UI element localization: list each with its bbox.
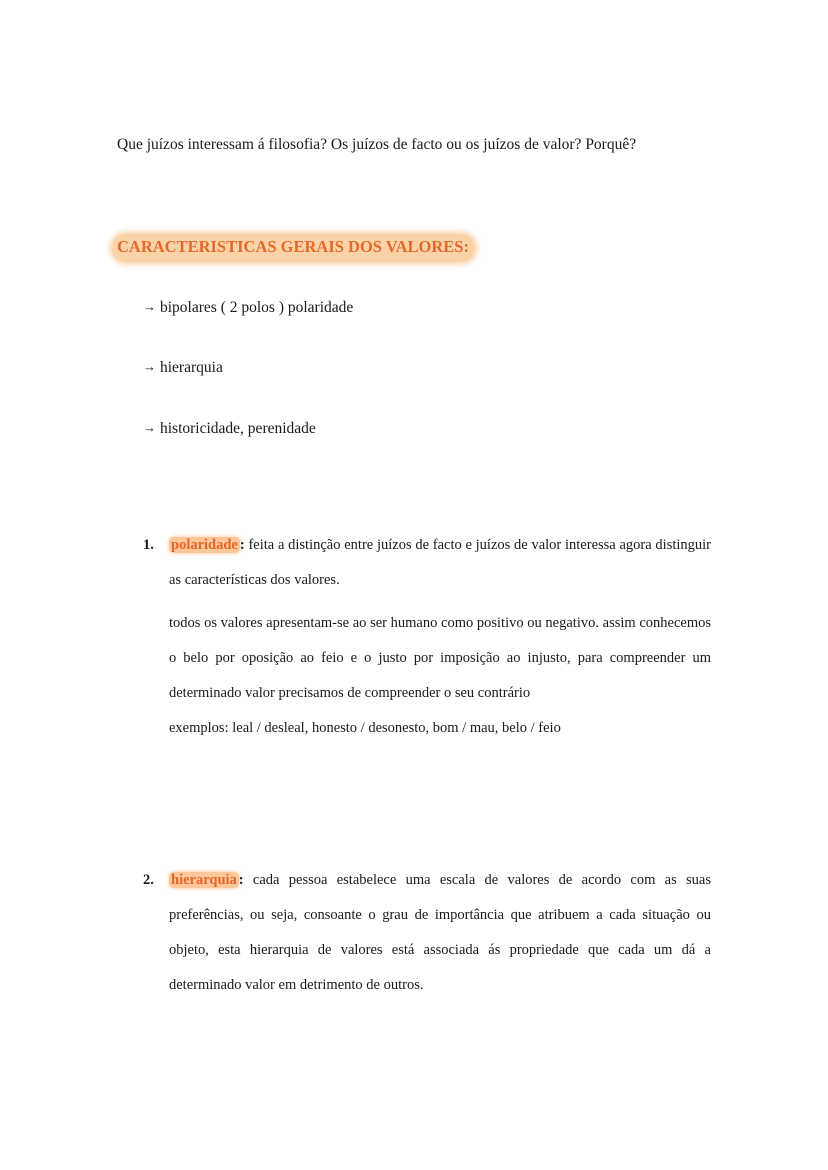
question-text: Que juízos interessam á filosofia? Os juízos de facto ou os juízos de valor? Porquê? [117, 136, 637, 153]
bullet-item [143, 420, 316, 438]
item-number: 1. [143, 537, 154, 553]
term-colon: : [239, 537, 245, 553]
item-intro-text: cada pessoa estabelece uma escala de valores de acordo com as suas preferências, ou seja, consoante o grau de importância que atribuem a cada situação ou objeto, esta hierarquia de valores está associada ás propriedade que cada um dá a determinado valor em detrimento de outros. [169, 872, 711, 993]
arrow-right-icon: → [143, 299, 156, 314]
highlighted-term: polaridade [171, 537, 238, 553]
bullet-text: bipolares ( 2 polos ) polaridade [160, 299, 354, 316]
item-paragraph: todos os valores apresentam-se ao ser humano como positivo ou negativo. assim conhecemos o belo por oposição ao feio e o justo por imposição ao injusto, para compreender um determinado valor precisamos de compreender o seu contrário [169, 615, 711, 701]
item-content [169, 528, 711, 746]
item-intro-text: feita a distinção entre juízos de facto e juízos de valor interessa agora distinguir as características dos valores. [169, 537, 711, 588]
item-examples: exemplos: leal / desleal, honesto / desonesto, bom / mau, belo / feio [169, 720, 561, 736]
item-number: 2. [143, 872, 154, 888]
numbered-item-hierarquia [143, 863, 711, 1003]
highlighted-term: hierarquia [171, 872, 237, 888]
item-content [169, 863, 711, 1003]
bullet-item [143, 359, 223, 377]
arrow-right-icon: → [143, 359, 156, 374]
bullet-text: historicidade, perenidade [160, 420, 316, 437]
item-intro [169, 863, 711, 1003]
item-intro [169, 528, 711, 598]
term-colon: : [238, 872, 244, 888]
section-heading-highlighted: CARACTERISTICAS GERAIS DOS VALORES: [112, 234, 475, 262]
arrow-right-icon: → [143, 420, 156, 435]
bullet-text: hierarquia [160, 359, 223, 376]
numbered-item-polaridade [143, 528, 711, 746]
bullet-item [143, 299, 353, 317]
